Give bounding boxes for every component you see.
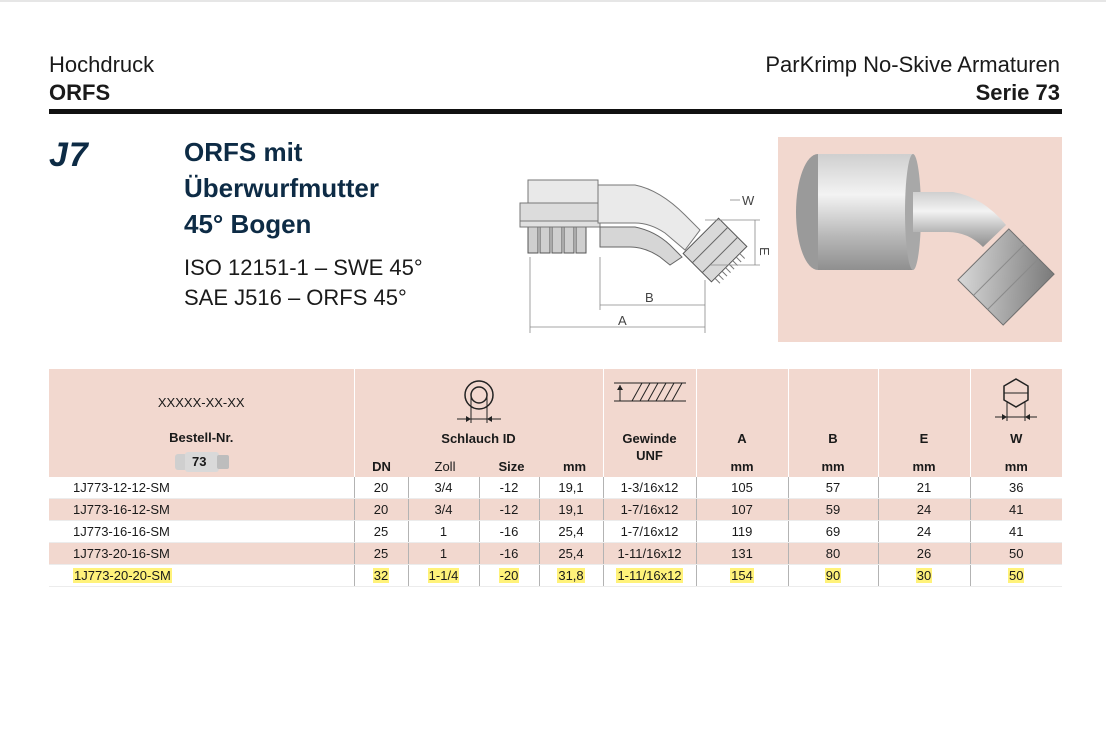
cell-a: 107 — [696, 499, 788, 521]
thread-label-line2: UNF — [636, 448, 663, 463]
order-pattern: XXXXX-XX-XX — [157, 395, 245, 410]
cell-a: 131 — [696, 543, 788, 565]
fitting-photo-icon — [778, 137, 1062, 342]
a-label: A — [737, 431, 747, 446]
cell-dn: 25 — [354, 521, 408, 543]
standard-iso: ISO 12151-1 – SWE 45° — [184, 255, 423, 280]
product-standards — [184, 253, 423, 313]
fitting-technical-drawing — [510, 165, 770, 340]
size-label: Size — [498, 459, 525, 474]
cell-dn: 20 — [354, 477, 408, 499]
drawing-label-a: A — [618, 313, 627, 328]
highlight: 1-11/16x12 — [617, 568, 682, 583]
cell-mm: 19,1 — [539, 477, 603, 499]
cell-b: 57 — [788, 477, 878, 499]
cell-order-number: 1J773-12-12-SM — [49, 477, 354, 499]
cell-zoll: 1 — [408, 521, 479, 543]
cell-size: -16 — [479, 543, 539, 565]
top-border — [0, 0, 1106, 2]
highlight: 154 — [731, 568, 753, 583]
highlight: 30 — [916, 568, 932, 583]
highlight: 50 — [1009, 568, 1024, 583]
drawing-label-e: E — [757, 247, 772, 256]
cell-dn: 20 — [354, 499, 408, 521]
header-a — [696, 369, 788, 477]
cell-size: -12 — [479, 499, 539, 521]
order-label: Bestell-Nr. — [169, 430, 234, 445]
drawing-label-b: B — [645, 290, 654, 305]
cell-dn — [354, 565, 408, 587]
cell-b: 80 — [788, 543, 878, 565]
e-label: E — [919, 431, 929, 446]
header-b — [788, 369, 878, 477]
cell-zoll: 3/4 — [408, 499, 479, 521]
product-code: J7 — [49, 136, 89, 174]
cell-e: 24 — [878, 499, 970, 521]
table-row — [49, 543, 1062, 565]
highlight: 1-1/4 — [428, 568, 459, 583]
cell-w: 50 — [970, 543, 1062, 565]
b-label: B — [828, 431, 838, 446]
cell-order-number: 1J773-16-16-SM — [49, 521, 354, 543]
cell-b: 69 — [788, 521, 878, 543]
thread-symbol-icon — [604, 375, 696, 411]
cell-e: 26 — [878, 543, 970, 565]
hose-id-symbol-icon — [355, 375, 603, 425]
product-title-line3: 45° Bogen — [184, 209, 312, 239]
header-product-line: ParKrimp No-Skive Armaturen — [765, 52, 1060, 77]
mm-label: mm — [562, 459, 587, 474]
table-row — [49, 499, 1062, 521]
header-thread — [603, 369, 696, 477]
header-hose-id — [354, 369, 603, 477]
cell-b: 59 — [788, 499, 878, 521]
cell-mm: 19,1 — [539, 499, 603, 521]
cell-thread: 1-11/16x12 — [603, 543, 696, 565]
highlight: -20 — [499, 568, 519, 583]
w-label: W — [1010, 431, 1023, 446]
cell-size: -12 — [479, 477, 539, 499]
header-divider — [49, 109, 1062, 114]
series-badge — [175, 451, 229, 473]
hose-id-label: Schlauch ID — [441, 431, 516, 446]
a-unit: mm — [730, 459, 754, 474]
zoll-label: Zoll — [434, 459, 456, 474]
thread-label-line1: Gewinde — [622, 431, 677, 446]
cell-a: 119 — [696, 521, 788, 543]
header-subcategory: ORFS — [49, 80, 111, 105]
header-series: Serie 73 — [975, 80, 1060, 105]
table-row-highlighted — [49, 565, 1062, 587]
series-badge-label: 73 — [192, 454, 207, 469]
cell-thread: 1-3/16x12 — [603, 477, 696, 499]
cell-mm: 25,4 — [539, 521, 603, 543]
cell-e: 24 — [878, 521, 970, 543]
cell-w: 41 — [970, 499, 1062, 521]
highlight: 31,8 — [558, 568, 584, 583]
cell-thread: 1-7/16x12 — [603, 499, 696, 521]
cell-w — [970, 565, 1062, 587]
spec-table — [49, 369, 1062, 587]
cell-w: 36 — [970, 477, 1062, 499]
product-title — [184, 134, 379, 242]
cell-a — [696, 565, 788, 587]
cell-b — [788, 565, 878, 587]
hex-nut-symbol-icon — [971, 375, 1063, 423]
cell-zoll: 1 — [408, 543, 479, 565]
table-header-row — [49, 369, 1062, 477]
cell-order-number: 1J773-16-12-SM — [49, 499, 354, 521]
header-e — [878, 369, 970, 477]
cell-order-number — [49, 565, 354, 587]
header-w — [970, 369, 1062, 477]
w-unit: mm — [1004, 459, 1028, 474]
highlight: 32 — [373, 568, 389, 583]
cell-a: 105 — [696, 477, 788, 499]
table-row — [49, 477, 1062, 499]
product-title-line2: Überwurfmutter — [184, 173, 380, 203]
e-unit: mm — [912, 459, 936, 474]
highlight: 90 — [825, 568, 841, 583]
cell-thread: 1-7/16x12 — [603, 521, 696, 543]
cell-zoll: 3/4 — [408, 477, 479, 499]
cell-size: -16 — [479, 521, 539, 543]
cell-order-number: 1J773-20-16-SM — [49, 543, 354, 565]
b-unit: mm — [821, 459, 845, 474]
standard-sae: SAE J516 – ORFS 45° — [184, 285, 407, 310]
header-order-number — [49, 369, 354, 477]
cell-dn: 25 — [354, 543, 408, 565]
cell-thread — [603, 565, 696, 587]
header-right — [765, 51, 1060, 107]
cell-e — [878, 565, 970, 587]
cell-zoll — [408, 565, 479, 587]
header-left — [49, 51, 154, 107]
cell-e: 21 — [878, 477, 970, 499]
table-row — [49, 521, 1062, 543]
fitting-photo — [778, 137, 1062, 342]
dn-label: DN — [372, 459, 391, 474]
drawing-label-w: W — [742, 193, 755, 208]
highlight: 1J773-20-20-SM — [74, 568, 171, 583]
product-title-line1: ORFS mit — [184, 137, 303, 167]
cell-mm — [539, 565, 603, 587]
cell-mm: 25,4 — [539, 543, 603, 565]
cell-w: 41 — [970, 521, 1062, 543]
cell-size — [479, 565, 539, 587]
header-category: Hochdruck — [49, 52, 155, 77]
